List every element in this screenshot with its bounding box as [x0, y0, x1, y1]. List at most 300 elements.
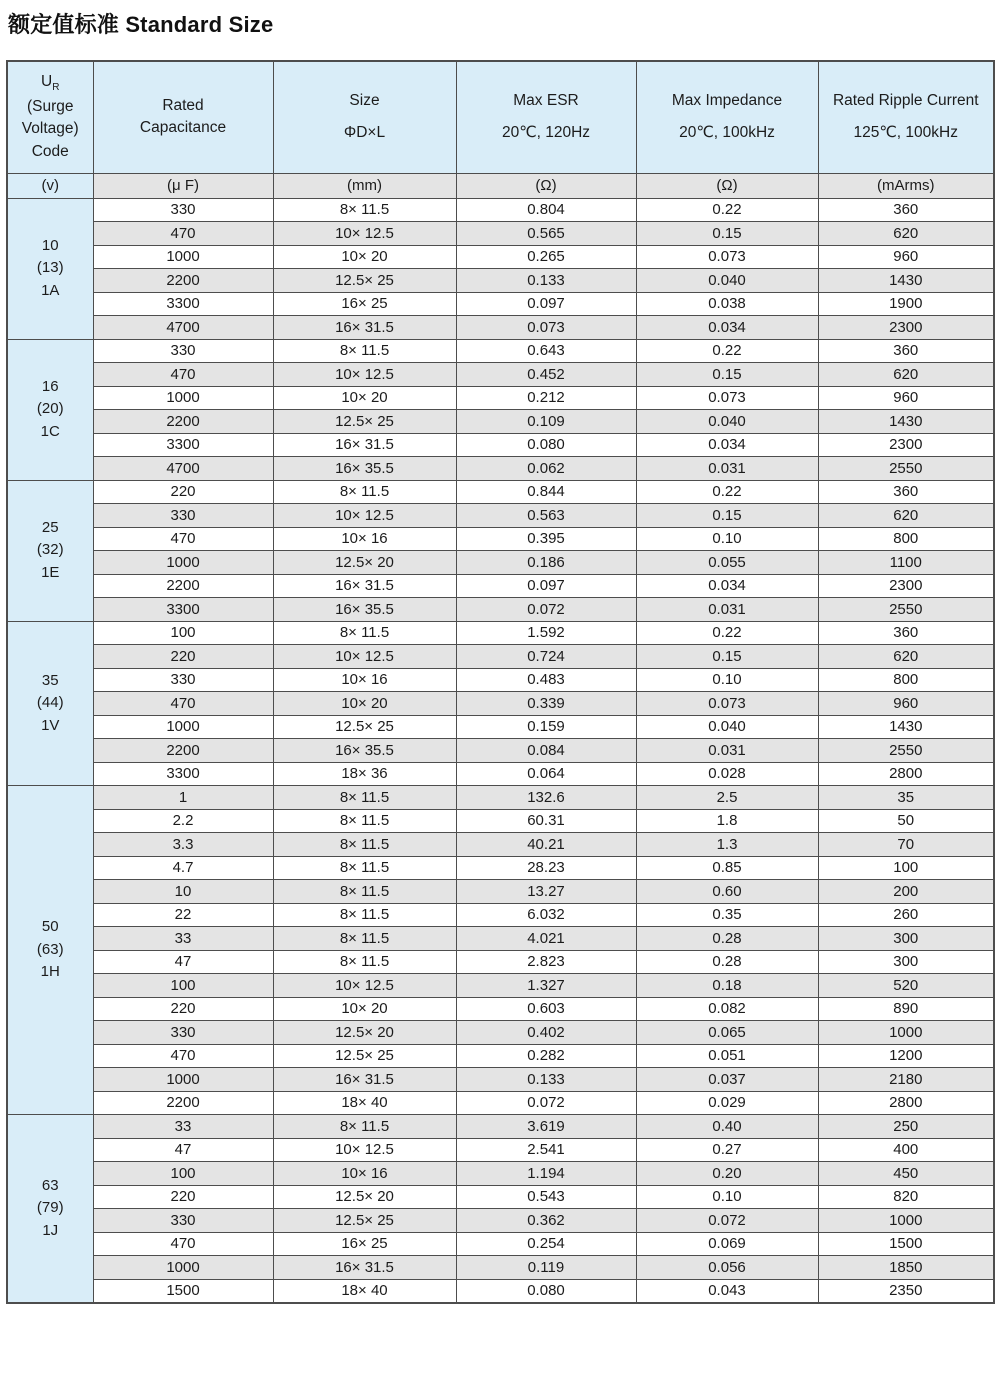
- voltage-code-line: 1H: [40, 963, 60, 981]
- table-row: [7, 574, 994, 598]
- cell-max-impedance: 0.073: [636, 245, 818, 269]
- cell-max-impedance: 0.10: [636, 668, 818, 692]
- cell-ripple-current: 800: [818, 668, 994, 692]
- cell-size: 12.5× 25: [273, 410, 456, 434]
- column-header-max-esr: [456, 61, 636, 173]
- cell-max-esr: 28.23: [456, 856, 636, 880]
- table-row: [7, 1209, 994, 1233]
- cell-max-impedance: 0.073: [636, 386, 818, 410]
- cell-size: 16× 31.5: [273, 316, 456, 340]
- cell-size: 10× 16: [273, 1162, 456, 1186]
- cell-ripple-current: 620: [818, 363, 994, 387]
- cell-max-impedance: 0.051: [636, 1044, 818, 1068]
- unit-ripple-current: (mArms): [818, 173, 994, 198]
- cell-ripple-current: 800: [818, 527, 994, 551]
- cell-max-impedance: 2.5: [636, 786, 818, 810]
- cell-size: 8× 11.5: [273, 1115, 456, 1139]
- cell-size: 10× 20: [273, 245, 456, 269]
- cell-size: 16× 35.5: [273, 457, 456, 481]
- cell-capacitance: 3300: [93, 598, 273, 622]
- cell-capacitance: 470: [93, 527, 273, 551]
- cell-size: 10× 12.5: [273, 974, 456, 998]
- voltage-code-line: (20): [36, 400, 64, 418]
- table-row: [7, 363, 994, 387]
- voltage-code-line: 10: [41, 236, 59, 254]
- header-line: Code: [31, 142, 69, 160]
- cell-capacitance: 47: [93, 950, 273, 974]
- cell-max-esr: 0.072: [456, 598, 636, 622]
- cell-max-esr: 0.080: [456, 1279, 636, 1303]
- cell-size: 16× 31.5: [273, 1256, 456, 1280]
- cell-ripple-current: 1900: [818, 292, 994, 316]
- cell-capacitance: 47: [93, 1138, 273, 1162]
- cell-max-impedance: 0.20: [636, 1162, 818, 1186]
- table-row: [7, 833, 994, 857]
- cell-ripple-current: 620: [818, 222, 994, 246]
- cell-max-esr: 2.823: [456, 950, 636, 974]
- cell-capacitance: 1: [93, 786, 273, 810]
- voltage-group-cell: [7, 198, 93, 339]
- cell-capacitance: 10: [93, 880, 273, 904]
- cell-max-impedance: 0.029: [636, 1091, 818, 1115]
- cell-size: 16× 35.5: [273, 598, 456, 622]
- table-row: [7, 339, 994, 363]
- cell-size: 18× 36: [273, 762, 456, 786]
- cell-size: 12.5× 20: [273, 1021, 456, 1045]
- cell-capacitance: 220: [93, 645, 273, 669]
- cell-ripple-current: 1430: [818, 269, 994, 293]
- cell-capacitance: 1000: [93, 551, 273, 575]
- table-row: [7, 292, 994, 316]
- cell-ripple-current: 35: [818, 786, 994, 810]
- cell-max-impedance: 0.082: [636, 997, 818, 1021]
- table-row: [7, 480, 994, 504]
- table-row: [7, 645, 994, 669]
- cell-capacitance: 3.3: [93, 833, 273, 857]
- cell-capacitance: 1000: [93, 1068, 273, 1092]
- cell-max-impedance: 0.10: [636, 527, 818, 551]
- cell-size: 8× 11.5: [273, 950, 456, 974]
- table-row: [7, 809, 994, 833]
- table-row: [7, 598, 994, 622]
- voltage-code-line: 1C: [40, 422, 60, 440]
- cell-max-esr: 0.080: [456, 433, 636, 457]
- column-header-surge-voltage-code: [7, 61, 93, 173]
- cell-size: 16× 31.5: [273, 574, 456, 598]
- cell-max-impedance: 0.15: [636, 504, 818, 528]
- cell-max-impedance: 1.8: [636, 809, 818, 833]
- voltage-group-cell: [7, 1115, 93, 1303]
- cell-max-esr: 0.097: [456, 292, 636, 316]
- cell-max-esr: 1.592: [456, 621, 636, 645]
- table-row: [7, 997, 994, 1021]
- cell-size: 12.5× 20: [273, 1185, 456, 1209]
- cell-capacitance: 33: [93, 927, 273, 951]
- cell-capacitance: 470: [93, 222, 273, 246]
- cell-capacitance: 100: [93, 974, 273, 998]
- voltage-code-line: 1V: [41, 716, 60, 734]
- cell-capacitance: 470: [93, 692, 273, 716]
- cell-size: 8× 11.5: [273, 903, 456, 927]
- cell-ripple-current: 360: [818, 480, 994, 504]
- table-row: [7, 1021, 994, 1045]
- cell-max-impedance: 0.18: [636, 974, 818, 998]
- table-row: [7, 457, 994, 481]
- cell-size: 10× 20: [273, 997, 456, 1021]
- standard-size-table: [6, 60, 995, 1304]
- table-row: [7, 668, 994, 692]
- cell-capacitance: 3300: [93, 762, 273, 786]
- cell-size: 16× 31.5: [273, 433, 456, 457]
- cell-capacitance: 470: [93, 1232, 273, 1256]
- cell-size: 16× 35.5: [273, 739, 456, 763]
- cell-max-esr: 0.073: [456, 316, 636, 340]
- cell-ripple-current: 2550: [818, 739, 994, 763]
- cell-ripple-current: 820: [818, 1185, 994, 1209]
- cell-max-impedance: 0.056: [636, 1256, 818, 1280]
- cell-capacitance: 2200: [93, 739, 273, 763]
- unit-size: (mm): [273, 173, 456, 198]
- table-row: [7, 1138, 994, 1162]
- cell-ripple-current: 200: [818, 880, 994, 904]
- cell-ripple-current: 1430: [818, 410, 994, 434]
- cell-capacitance: 1000: [93, 386, 273, 410]
- cell-max-esr: 132.6: [456, 786, 636, 810]
- cell-max-impedance: 0.15: [636, 363, 818, 387]
- cell-size: 8× 11.5: [273, 786, 456, 810]
- header-line: $U_R$: [41, 73, 60, 94]
- cell-ripple-current: 450: [818, 1162, 994, 1186]
- cell-max-impedance: 0.069: [636, 1232, 818, 1256]
- cell-ripple-current: 300: [818, 950, 994, 974]
- cell-ripple-current: 260: [818, 903, 994, 927]
- cell-size: 8× 11.5: [273, 809, 456, 833]
- cell-max-impedance: 0.60: [636, 880, 818, 904]
- cell-max-impedance: 0.40: [636, 1115, 818, 1139]
- cell-max-esr: 0.362: [456, 1209, 636, 1233]
- table-row: [7, 1185, 994, 1209]
- cell-capacitance: 470: [93, 1044, 273, 1068]
- cell-size: 10× 12.5: [273, 504, 456, 528]
- cell-size: 18× 40: [273, 1279, 456, 1303]
- cell-ripple-current: 1000: [818, 1209, 994, 1233]
- table-row: [7, 1232, 994, 1256]
- cell-size: 12.5× 25: [273, 1209, 456, 1233]
- cell-ripple-current: 400: [818, 1138, 994, 1162]
- cell-max-impedance: 0.028: [636, 762, 818, 786]
- cell-max-esr: 0.543: [456, 1185, 636, 1209]
- header-line: 20℃, 120Hz: [501, 123, 591, 141]
- cell-max-esr: 60.31: [456, 809, 636, 833]
- table-body: [7, 198, 994, 1303]
- cell-capacitance: 1000: [93, 245, 273, 269]
- table-row: [7, 527, 994, 551]
- cell-capacitance: 22: [93, 903, 273, 927]
- cell-ripple-current: 2300: [818, 316, 994, 340]
- table-row: [7, 1162, 994, 1186]
- cell-ripple-current: 2800: [818, 762, 994, 786]
- cell-ripple-current: 620: [818, 645, 994, 669]
- cell-size: 10× 20: [273, 386, 456, 410]
- cell-ripple-current: 890: [818, 997, 994, 1021]
- cell-max-impedance: 0.85: [636, 856, 818, 880]
- cell-max-esr: 0.159: [456, 715, 636, 739]
- cell-max-esr: 0.724: [456, 645, 636, 669]
- cell-ripple-current: 620: [818, 504, 994, 528]
- cell-max-esr: 40.21: [456, 833, 636, 857]
- cell-max-impedance: 0.22: [636, 621, 818, 645]
- header-line: Rated Ripple Current: [832, 92, 979, 110]
- cell-size: 8× 11.5: [273, 621, 456, 645]
- cell-size: 8× 11.5: [273, 927, 456, 951]
- cell-max-impedance: 0.040: [636, 269, 818, 293]
- table-row: [7, 692, 994, 716]
- table-row: [7, 1256, 994, 1280]
- cell-ripple-current: 360: [818, 621, 994, 645]
- cell-max-impedance: 0.27: [636, 1138, 818, 1162]
- cell-ripple-current: 50: [818, 809, 994, 833]
- cell-size: 8× 11.5: [273, 198, 456, 222]
- cell-size: 12.5× 25: [273, 715, 456, 739]
- cell-capacitance: 1000: [93, 715, 273, 739]
- unit-voltage: (v): [7, 173, 93, 198]
- voltage-code-line: (32): [36, 541, 64, 559]
- cell-ripple-current: 520: [818, 974, 994, 998]
- cell-size: 8× 11.5: [273, 880, 456, 904]
- cell-ripple-current: 70: [818, 833, 994, 857]
- cell-ripple-current: 960: [818, 386, 994, 410]
- cell-max-impedance: 0.034: [636, 433, 818, 457]
- cell-capacitance: 330: [93, 198, 273, 222]
- cell-max-esr: 0.064: [456, 762, 636, 786]
- voltage-code-line: 1J: [42, 1221, 59, 1239]
- cell-max-esr: 0.282: [456, 1044, 636, 1068]
- cell-max-esr: 0.072: [456, 1091, 636, 1115]
- header-line: Max ESR: [513, 92, 579, 110]
- cell-size: 10× 12.5: [273, 222, 456, 246]
- table-row: [7, 856, 994, 880]
- cell-size: 16× 31.5: [273, 1068, 456, 1092]
- cell-max-esr: 0.186: [456, 551, 636, 575]
- table-row: [7, 1115, 994, 1139]
- page-title: 额定值标准 Standard Size: [8, 12, 274, 37]
- cell-ripple-current: 1500: [818, 1232, 994, 1256]
- cell-max-esr: 0.119: [456, 1256, 636, 1280]
- cell-max-impedance: 0.031: [636, 598, 818, 622]
- table-row: [7, 386, 994, 410]
- cell-ripple-current: 1000: [818, 1021, 994, 1045]
- voltage-group-cell: [7, 339, 93, 480]
- cell-max-impedance: 0.037: [636, 1068, 818, 1092]
- cell-ripple-current: 1100: [818, 551, 994, 575]
- table-row: [7, 316, 994, 340]
- cell-max-esr: 1.194: [456, 1162, 636, 1186]
- cell-ripple-current: 1200: [818, 1044, 994, 1068]
- table-row: [7, 1091, 994, 1115]
- cell-size: 10× 16: [273, 668, 456, 692]
- cell-capacitance: 2200: [93, 410, 273, 434]
- table-row: [7, 621, 994, 645]
- voltage-code-line: (13): [36, 259, 64, 277]
- cell-ripple-current: 2550: [818, 598, 994, 622]
- cell-max-impedance: 0.15: [636, 222, 818, 246]
- cell-size: 10× 12.5: [273, 363, 456, 387]
- cell-ripple-current: 250: [818, 1115, 994, 1139]
- cell-capacitance: 4700: [93, 457, 273, 481]
- cell-max-esr: 2.541: [456, 1138, 636, 1162]
- cell-max-esr: 0.804: [456, 198, 636, 222]
- voltage-code-line: 1E: [41, 563, 60, 581]
- cell-ripple-current: 2800: [818, 1091, 994, 1115]
- cell-capacitance: 33: [93, 1115, 273, 1139]
- table-row: [7, 927, 994, 951]
- header-line: 125℃, 100kHz: [853, 123, 958, 141]
- cell-max-esr: 0.844: [456, 480, 636, 504]
- cell-max-impedance: 1.3: [636, 833, 818, 857]
- cell-max-impedance: 0.28: [636, 950, 818, 974]
- cell-max-impedance: 0.10: [636, 1185, 818, 1209]
- cell-size: 8× 11.5: [273, 339, 456, 363]
- cell-max-esr: 0.402: [456, 1021, 636, 1045]
- header-line: (Surge: [26, 97, 74, 115]
- cell-ripple-current: 2300: [818, 433, 994, 457]
- cell-ripple-current: 960: [818, 692, 994, 716]
- voltage-code-line: 25: [41, 518, 59, 536]
- table-row: [7, 739, 994, 763]
- cell-capacitance: 100: [93, 621, 273, 645]
- table-row: [7, 222, 994, 246]
- cell-size: 12.5× 25: [273, 269, 456, 293]
- cell-capacitance: 330: [93, 504, 273, 528]
- cell-size: 10× 12.5: [273, 645, 456, 669]
- cell-size: 10× 12.5: [273, 1138, 456, 1162]
- cell-max-esr: 6.032: [456, 903, 636, 927]
- header-line: ΦD×L: [343, 123, 386, 141]
- cell-size: 8× 11.5: [273, 856, 456, 880]
- header-row: [7, 61, 994, 173]
- cell-capacitance: 3300: [93, 433, 273, 457]
- cell-capacitance: 2200: [93, 269, 273, 293]
- cell-ripple-current: 1430: [818, 715, 994, 739]
- cell-max-impedance: 0.034: [636, 316, 818, 340]
- cell-ripple-current: 360: [818, 198, 994, 222]
- cell-capacitance: 330: [93, 1209, 273, 1233]
- voltage-code-line: (79): [36, 1199, 64, 1216]
- cell-size: 18× 40: [273, 1091, 456, 1115]
- voltage-group-cell: [7, 621, 93, 786]
- table-row: [7, 433, 994, 457]
- cell-max-esr: 0.133: [456, 269, 636, 293]
- table-row: [7, 1068, 994, 1092]
- header-line: Rated: [162, 96, 204, 114]
- voltage-code-line: 50: [41, 918, 59, 936]
- cell-max-esr: 0.097: [456, 574, 636, 598]
- header-line: Size: [349, 92, 380, 110]
- voltage-group-cell: [7, 786, 93, 1115]
- voltage-code-line: (44): [36, 694, 64, 711]
- cell-capacitance: 330: [93, 339, 273, 363]
- table-row: [7, 551, 994, 575]
- cell-max-esr: 0.563: [456, 504, 636, 528]
- header-line: 20℃, 100kHz: [679, 123, 775, 141]
- cell-ripple-current: 360: [818, 339, 994, 363]
- cell-ripple-current: 2350: [818, 1279, 994, 1303]
- voltage-code-line: 63: [41, 1176, 59, 1194]
- cell-max-impedance: 0.28: [636, 927, 818, 951]
- column-header-size: [273, 61, 456, 173]
- table-row: [7, 410, 994, 434]
- cell-max-impedance: 0.15: [636, 645, 818, 669]
- cell-capacitance: 220: [93, 480, 273, 504]
- cell-size: 16× 25: [273, 292, 456, 316]
- table-row: [7, 974, 994, 998]
- table-row: [7, 880, 994, 904]
- cell-max-esr: 3.619: [456, 1115, 636, 1139]
- cell-ripple-current: 960: [818, 245, 994, 269]
- cell-max-esr: 0.483: [456, 668, 636, 692]
- cell-max-impedance: 0.040: [636, 715, 818, 739]
- cell-capacitance: 4700: [93, 316, 273, 340]
- cell-capacitance: 330: [93, 668, 273, 692]
- cell-size: 10× 20: [273, 692, 456, 716]
- cell-capacitance: 4.7: [93, 856, 273, 880]
- cell-max-esr: 0.084: [456, 739, 636, 763]
- cell-max-esr: 4.021: [456, 927, 636, 951]
- cell-max-esr: 0.339: [456, 692, 636, 716]
- cell-size: 12.5× 25: [273, 1044, 456, 1068]
- cell-max-esr: 0.062: [456, 457, 636, 481]
- voltage-code-line: 35: [41, 671, 59, 689]
- table-row: [7, 950, 994, 974]
- cell-max-impedance: 0.040: [636, 410, 818, 434]
- cell-ripple-current: 300: [818, 927, 994, 951]
- voltage-group-cell: [7, 480, 93, 621]
- cell-max-esr: 0.565: [456, 222, 636, 246]
- header-line: Max Impedance: [671, 92, 783, 110]
- table-row: [7, 762, 994, 786]
- cell-ripple-current: 1850: [818, 1256, 994, 1280]
- cell-ripple-current: 2550: [818, 457, 994, 481]
- cell-max-impedance: 0.055: [636, 551, 818, 575]
- cell-max-esr: 0.109: [456, 410, 636, 434]
- cell-max-esr: 0.254: [456, 1232, 636, 1256]
- cell-max-esr: 1.327: [456, 974, 636, 998]
- cell-size: 12.5× 20: [273, 551, 456, 575]
- cell-max-esr: 0.452: [456, 363, 636, 387]
- voltage-code-line: 16: [41, 377, 59, 395]
- cell-capacitance: 220: [93, 1185, 273, 1209]
- column-header-rated-ripple-current: [818, 61, 994, 173]
- table-row: [7, 715, 994, 739]
- cell-max-impedance: 0.22: [636, 198, 818, 222]
- table-row: [7, 786, 994, 810]
- unit-capacitance: (μ F): [93, 173, 273, 198]
- table-row: [7, 903, 994, 927]
- table-row: [7, 245, 994, 269]
- cell-ripple-current: 100: [818, 856, 994, 880]
- cell-max-esr: 0.603: [456, 997, 636, 1021]
- cell-capacitance: 3300: [93, 292, 273, 316]
- cell-size: 10× 16: [273, 527, 456, 551]
- cell-max-impedance: 0.072: [636, 1209, 818, 1233]
- cell-max-impedance: 0.065: [636, 1021, 818, 1045]
- table-row: [7, 269, 994, 293]
- cell-ripple-current: 2180: [818, 1068, 994, 1092]
- table-row: [7, 198, 994, 222]
- cell-max-impedance: 0.031: [636, 739, 818, 763]
- cell-max-impedance: 0.043: [636, 1279, 818, 1303]
- cell-max-impedance: 0.034: [636, 574, 818, 598]
